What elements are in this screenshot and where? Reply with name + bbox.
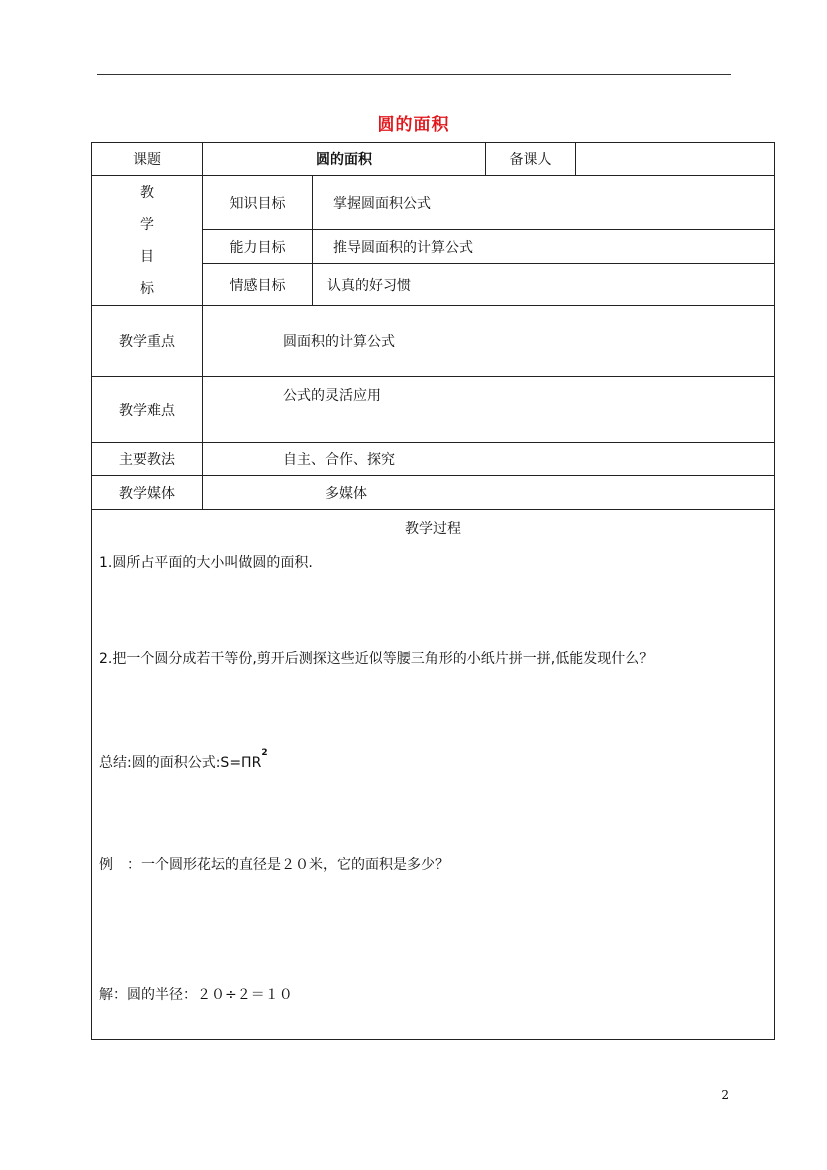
- preparer-value: [576, 143, 775, 176]
- difficulty-value: 公式的灵活应用: [203, 377, 775, 443]
- objectives-char: 学: [140, 216, 154, 233]
- process-point-1: 1.圆所占平面的大小叫做圆的面积.: [99, 555, 313, 571]
- teaching-process: [92, 510, 775, 1040]
- example-question: 例 ：一个圆形花坛的直径是２０米，它的面积是多少？: [99, 857, 449, 873]
- topic-row: [92, 143, 775, 176]
- page-number: 2: [721, 1088, 729, 1102]
- media-label: 教学媒体: [92, 476, 203, 510]
- preparer-label: 备课人: [486, 143, 576, 176]
- method-value: 自主、合作、探究: [203, 443, 775, 476]
- objectives-char: 目: [140, 248, 154, 265]
- method-row: [92, 443, 775, 476]
- process-row: [92, 510, 775, 1040]
- header-rule: [97, 74, 731, 75]
- objective-row-knowledge: [92, 176, 775, 230]
- media-value: 多媒体: [203, 476, 775, 510]
- emotion-goal-value: 认真的好习惯: [313, 264, 775, 306]
- topic-label: 课题: [92, 143, 203, 176]
- method-label: 主要教法: [92, 443, 203, 476]
- media-row: [92, 476, 775, 510]
- knowledge-goal-value: 掌握圆面积公式: [313, 176, 775, 230]
- document-title: 圆的面积: [377, 115, 450, 135]
- objectives-label: [92, 176, 203, 306]
- formula-exponent: 2: [261, 748, 268, 758]
- objectives-char: 标: [140, 280, 154, 297]
- formula-text: 总结:圆的面积公式:S=ΠR: [99, 755, 262, 771]
- key-point-label: 教学重点: [92, 306, 203, 377]
- ability-goal-label: 能力目标: [203, 230, 313, 264]
- ability-goal-value: 推导圆面积的计算公式: [313, 230, 775, 264]
- emotion-goal-label: 情感目标: [203, 264, 313, 306]
- topic-value: 圆的面积: [203, 143, 486, 176]
- solution-line: 解：圆的半径：２０÷２＝１０: [99, 987, 293, 1003]
- process-title: 教学过程: [405, 521, 461, 537]
- key-point-row: [92, 306, 775, 377]
- formula-summary: [99, 748, 268, 772]
- process-point-2: 2.把一个圆分成若干等份,剪开后测探这些近似等腰三角形的小纸片拼一拼,低能发现什么？: [99, 651, 654, 667]
- key-point-value: 圆面积的计算公式: [203, 306, 775, 377]
- lesson-plan-table: [91, 142, 775, 1040]
- knowledge-goal-label: 知识目标: [203, 176, 313, 230]
- difficulty-label: 教学难点: [92, 377, 203, 443]
- objectives-char: 教: [140, 184, 154, 201]
- difficulty-row: [92, 377, 775, 443]
